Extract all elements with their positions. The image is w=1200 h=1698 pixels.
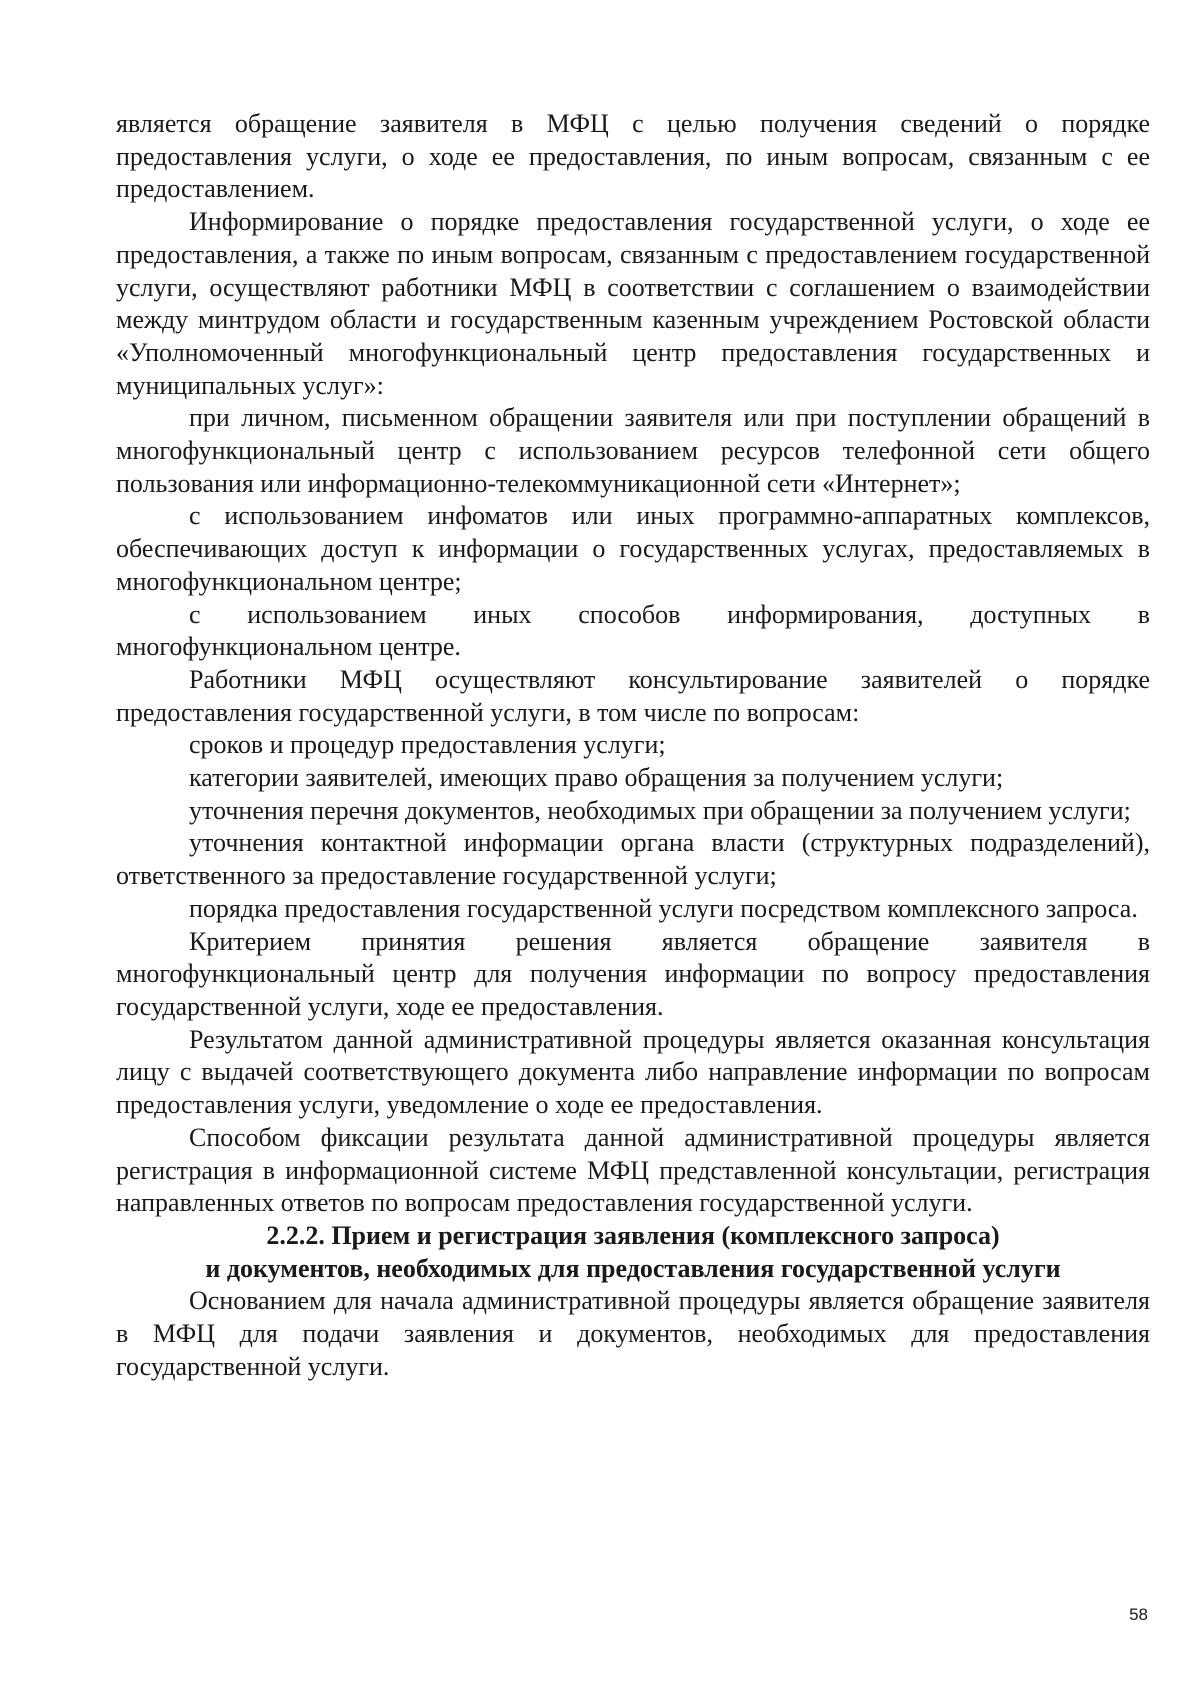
paragraph-infomats: с использованием инфоматов или иных программно-аппаратных комплексов, обеспечивающих доступ к информации о государственных услугах, предоставляемых в многофункциональном центре; [116,501,1150,596]
paragraph-fixation: Способом фиксации результата данной административной процедуры является регистрация в информационной системе МФЦ представленной консультации, регистрация направленных ответов по вопросам предоставления государственной услуги. [116,1122,1150,1218]
paragraph-contact-info: уточнения контактной информации органа власти (структурных подразделений), ответственного за предоставление государственной услуги; [116,828,1150,891]
paragraph-complex-request: порядка предоставления государственной услуги посредством комплексного запроса. [189,893,1138,923]
paragraph-other-methods: с использованием иных способов информирования, доступных в многофункциональном центре. [116,599,1150,662]
paragraph-continuation: является обращение заявителя в МФЦ с целью получения сведений о порядке предоставления услуги, о ходе ее предоставления, по иным вопросам, связанным с ее предоставлением. [116,109,1150,204]
paragraph-categories: категории заявителей, имеющих право обращения за получением услуги; [189,763,1004,793]
paragraph-personal-request: при личном, письменном обращении заявителя или при поступлении обращений в многофункциональный центр с использованием ресурсов телефонной сети общего пользования или информационно-телекоммуникационной сети «Интернет»; [116,403,1150,498]
paragraph-documents-list: уточнения перечня документов, необходимых при обращении за получением услуги; [189,795,1131,825]
paragraph-terms: сроков и процедур предоставления услуги; [189,730,666,760]
section-heading [116,1220,1150,1285]
page-number: 58 [1129,1605,1148,1624]
paragraph-result: Результатом данной административной процедуры является оказанная консультация лицу с выдачей соответствующего документа либо направление информации по вопросам предоставления услуги, уведомление о ходе ее предоставления. [116,1024,1150,1120]
paragraph-consulting: Работники МФЦ осуществляют консультирование заявителей о порядке предоставления государственной услуги, в том числе по вопросам: [116,664,1150,727]
paragraph-basis: Основанием для начала административной процедуры является обращение заявителя в МФЦ для подачи заявления и документов, необходимых для предоставления государственной услуги. [116,1286,1150,1381]
paragraph-informing: Информирование о порядке предоставления государственной услуги, о ходе ее предоставления, а также по иным вопросам, связанным с предоставлением государственной услуги, осуществляют работники МФЦ в соответствии с соглашением о взаимодействии между минтрудом области и государственным казенным учреждением Ростовской области «Уполномоченный многофункциональный центр предоставления государственных и муниципальных услуг»: [116,207,1150,400]
document-page [116,108,1150,1383]
section-heading-line1: 2.2.2. Прием и регистрация заявления (комплексного запроса) [266,1220,1000,1250]
paragraph-criterion: Критерием принятия решения является обращение заявителя в многофункциональный центр для получения информации по вопросу предоставления государственной услуги, ходе ее предоставления. [116,926,1150,1021]
section-heading-line2: и документов, необходимых для предоставления государственной услуги [205,1253,1061,1283]
